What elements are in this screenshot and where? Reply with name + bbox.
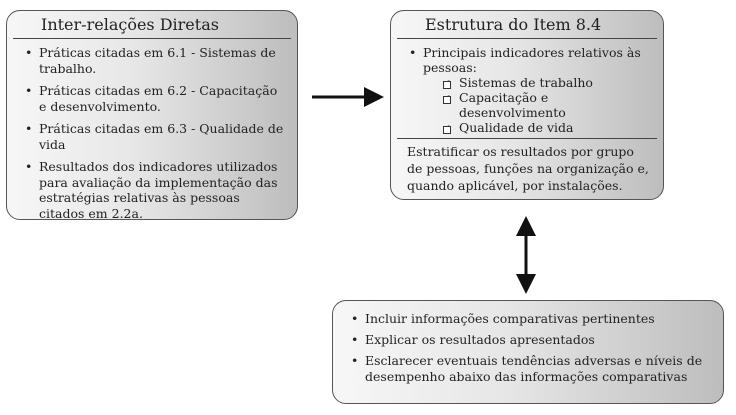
list-item: • Esclarecer eventuais tendências adversas e níveis de desempenho abaixo das informações comparativas <box>347 353 709 385</box>
list-item: • Práticas citadas em 6.3 - Qualidade de vida <box>21 121 285 152</box>
list-item: • Resultados dos indicadores utilizados para avaliação da implementação das estratégias relativas às pessoas citados em 2.2a. <box>21 159 285 221</box>
vertical-double-arrow-icon <box>516 216 536 294</box>
main-indicator-label: Principais indicadores relativos às pessoas: <box>423 45 641 75</box>
right-arrow-icon <box>312 87 384 107</box>
list-item: • Práticas citadas em 6.1 - Sistemas de trabalho. <box>21 45 285 76</box>
stratification-note: Estratificar os resultados por grupo de pessoas, funções na organização e, quando aplicável, por instalações. <box>407 144 649 193</box>
list-item: • Práticas citadas em 6.2 - Capacitação e desenvolvimento. <box>21 83 285 114</box>
direct-interrelations-title: Inter-relações Diretas <box>13 11 291 39</box>
item-structure-title: Estrutura do Item 8.4 <box>397 11 657 39</box>
list-item: • Explicar os resultados apresentados <box>347 332 709 348</box>
sub-list-item: • Sistemas de trabalho <box>441 75 653 90</box>
sub-list-item: • Qualidade de vida <box>441 120 653 135</box>
sub-list-item: • Capacitação e desenvolvimento <box>441 90 653 120</box>
list-item: • Incluir informações comparativas pertinentes <box>347 311 709 327</box>
